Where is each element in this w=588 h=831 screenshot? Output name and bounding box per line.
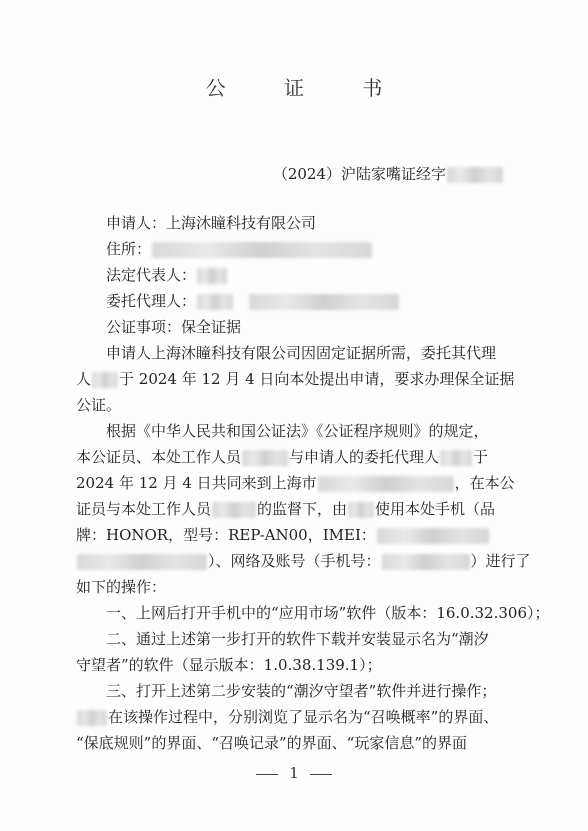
redacted-block	[249, 294, 399, 310]
agent-label: 委托代理人：	[106, 292, 197, 310]
redacted-block	[242, 450, 288, 466]
para2-line6	[76, 550, 531, 571]
redacted-block	[377, 528, 489, 544]
redacted-block	[382, 554, 470, 570]
para2-line3	[76, 472, 515, 493]
doc-number-text: （2024）沪陆家嘴证经字	[272, 165, 446, 183]
legal-rep-line	[106, 264, 228, 285]
para1-line2	[76, 368, 514, 389]
redacted-block	[197, 294, 233, 310]
text-run: 人	[76, 370, 92, 388]
step3-line: 三、打开上述第二步安装的“潮汐守望者”软件并进行操作；	[106, 682, 497, 700]
text-run: ，在本公	[454, 474, 515, 492]
document-title: 公 证 书	[205, 76, 409, 100]
text-run: 本公证员、本处工作人员	[76, 448, 242, 466]
redacted-block	[92, 372, 118, 388]
step1-line: 一、上网后打开手机中的“应用市场”软件（版本：16.0.32.306）；	[106, 604, 550, 622]
text-run: 在该操作过程中，分别浏览了显示名为“召唤概率”的界面、	[108, 708, 499, 726]
address-label: 住所：	[106, 240, 152, 258]
page-number-text: 1	[289, 764, 299, 782]
redacted-block	[77, 554, 207, 570]
para1-line3: 公证。	[76, 396, 122, 414]
text-run: 于	[473, 448, 489, 466]
step2-line2: 守望者”的软件（显示版本：1.0.38.139.1）；	[76, 656, 382, 674]
text-run: ）、网络及账号（手机号：	[208, 552, 381, 570]
para2-line7: 如下的操作：	[76, 578, 167, 596]
matter-line: 公证事项：保全证据	[106, 318, 242, 336]
page-number	[0, 764, 588, 782]
text-run: ）进行了	[470, 552, 531, 570]
para2-line5	[76, 524, 490, 545]
redacted-block	[348, 502, 374, 518]
text-run: 于 2024 年 12 月 4 日向本处提出申请，要求办理保全证据	[119, 370, 515, 388]
text-run: 证员与本处工作人员	[76, 500, 212, 518]
doc-number	[273, 163, 504, 184]
redacted-block	[447, 167, 503, 183]
step2-line1: 二、通过上述第一步打开的软件下载并安装显示名为“潮汐	[106, 630, 489, 648]
dash-right	[310, 774, 332, 775]
para1-line1: 申请人上海沐瞳科技有限公司因固定证据所需，委托其代理	[106, 344, 497, 362]
legal-rep-label: 法定代表人：	[106, 266, 197, 284]
para2-line1: 根据《中华人民共和国公证法》《公证程序规则》的规定，	[106, 422, 489, 440]
dash-left	[256, 774, 278, 775]
address-line	[106, 238, 373, 259]
para2-line4	[76, 498, 495, 519]
redacted-block	[212, 502, 256, 518]
redacted-block	[152, 242, 372, 258]
para3-line1	[76, 706, 498, 727]
text-run: 牌：HONOR，型号：REP-AN00，IMEI：	[76, 526, 376, 544]
redacted-block	[197, 268, 227, 284]
text-run: 使用本处手机（品	[375, 500, 496, 518]
text-run: 的监督下，由	[257, 500, 348, 518]
para2-line2	[76, 446, 488, 467]
applicant-line: 申请人：上海沐瞳科技有限公司	[106, 214, 317, 232]
text-run: 与申请人的委托代理人	[289, 448, 440, 466]
redacted-block	[440, 450, 472, 466]
redacted-block	[77, 710, 107, 726]
redacted-block	[318, 476, 454, 492]
agent-line	[106, 290, 400, 311]
para3-line2: “保底规则”的界面、“召唤记录”的界面、“玩家信息”的界面	[76, 734, 468, 752]
text-run: 2024 年 12 月 4 日共同来到上海市	[76, 474, 317, 492]
